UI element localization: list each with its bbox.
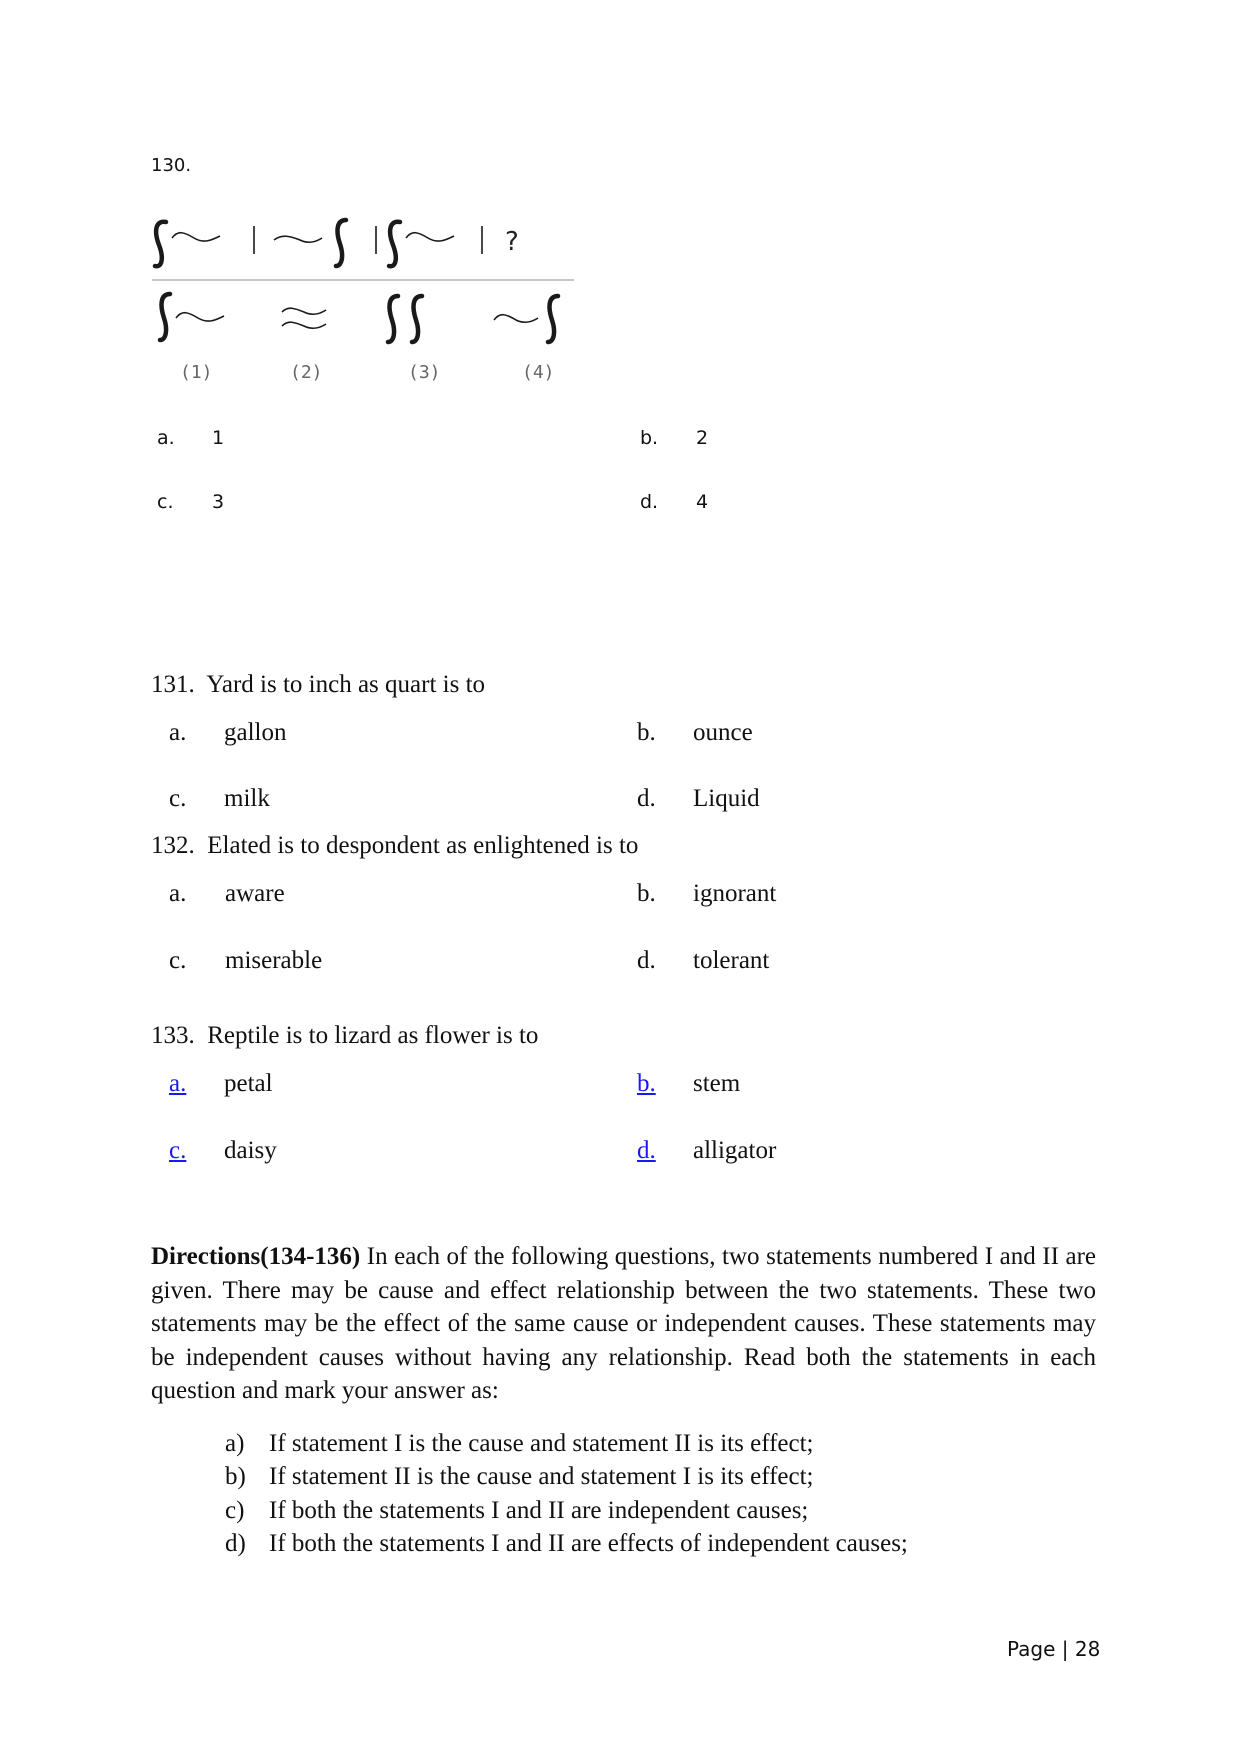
list-item-text: If statement II is the cause and statement I is its effect; [269, 1463, 814, 1491]
directions-answer-list [225, 1427, 908, 1560]
answer-figure-label: (1) [180, 362, 213, 383]
q132-option-b-letter: b. [637, 880, 656, 907]
directions-body: In each of the following questions, two statements numbered I and II are given. There may be cause and effect relationship between the two statements. These two statements may be the effect of the same cause or independent causes. These statements may be independent causes without having any relationship. Read both the statements in each question and mark your answer as: [151, 1243, 1096, 1404]
q133-option-a-text: petal [224, 1070, 273, 1097]
answer-figure-4 [494, 296, 558, 342]
problem-figure-2 [274, 220, 346, 266]
q131-option-b-letter: b. [637, 719, 656, 746]
list-item-text: If both the statements I and II are effects of independent causes; [269, 1529, 908, 1557]
q133-option-b-text: stem [693, 1070, 741, 1097]
q132-option-d-text: tolerant [693, 947, 770, 974]
q132-option-c-letter: c. [169, 947, 187, 974]
q132-option-c-text: miserable [225, 947, 323, 974]
directions-heading: Directions(134-136) [151, 1243, 361, 1270]
q132-option-b-text: ignorant [693, 880, 777, 907]
directions-paragraph [151, 1240, 1096, 1408]
list-item [225, 1527, 908, 1560]
answer-figure-label: (3) [408, 362, 441, 383]
list-item-label: c) [225, 1496, 245, 1524]
page-number-footer: Page | 28 [1007, 1637, 1101, 1661]
figure-series-svg [150, 210, 580, 390]
list-item-label: a) [225, 1430, 245, 1457]
question-132-text: 132. Elated is to despondent as enlightened is to [151, 832, 639, 859]
problem-figure-1 [155, 222, 220, 266]
q130-option-a-text: 1 [212, 427, 225, 449]
figure-question-mark: ? [505, 227, 519, 257]
answer-figure-1 [160, 294, 224, 340]
q130-option-c-letter: c. [157, 491, 174, 513]
q131-option-a-text: gallon [224, 719, 287, 746]
answer-figure-label: (2) [290, 362, 323, 383]
list-item-text: If statement I is the cause and statement II is its effect; [269, 1430, 814, 1457]
q131-option-d-letter: d. [637, 785, 656, 812]
q133-option-c-text: daisy [224, 1137, 277, 1164]
q133-option-b-link[interactable]: b. [637, 1070, 656, 1097]
q130-option-d-text: 4 [696, 491, 709, 513]
q130-option-c-text: 3 [212, 491, 225, 513]
question-130-figure [150, 210, 580, 395]
list-item-text: If both the statements I and II are independent causes; [269, 1496, 809, 1524]
list-item [225, 1460, 908, 1493]
question-130-number: 130. [151, 155, 192, 176]
q131-option-b-text: ounce [693, 719, 753, 746]
answer-figure-label: (4) [522, 362, 555, 383]
q131-option-c-text: milk [224, 785, 270, 812]
list-item-label: d) [225, 1529, 246, 1557]
q130-option-b-text: 2 [696, 427, 709, 449]
question-133-text: 133. Reptile is to lizard as flower is to [151, 1022, 539, 1049]
question-131-text: 131. Yard is to inch as quart is to [151, 671, 486, 698]
q133-option-a-link[interactable]: a. [169, 1070, 187, 1097]
q133-option-d-link[interactable]: d. [637, 1137, 656, 1164]
q132-option-a-letter: a. [169, 880, 187, 907]
q130-option-a-letter: a. [157, 427, 175, 449]
list-item [225, 1494, 908, 1527]
list-item [225, 1427, 908, 1460]
q130-option-d-letter: d. [640, 491, 659, 513]
answer-figure-3 [388, 296, 422, 342]
q132-option-a-text: aware [225, 880, 285, 907]
q131-option-c-letter: c. [169, 785, 187, 812]
q133-option-d-text: alligator [693, 1137, 777, 1164]
q131-option-d-text: Liquid [693, 785, 760, 812]
q132-option-d-letter: d. [637, 947, 656, 974]
q133-option-c-link[interactable]: c. [169, 1137, 187, 1164]
q130-option-b-letter: b. [640, 427, 659, 449]
q131-option-a-letter: a. [169, 719, 187, 746]
answer-figure-2 [282, 308, 326, 328]
list-item-label: b) [225, 1463, 246, 1491]
problem-figure-3 [389, 222, 454, 266]
